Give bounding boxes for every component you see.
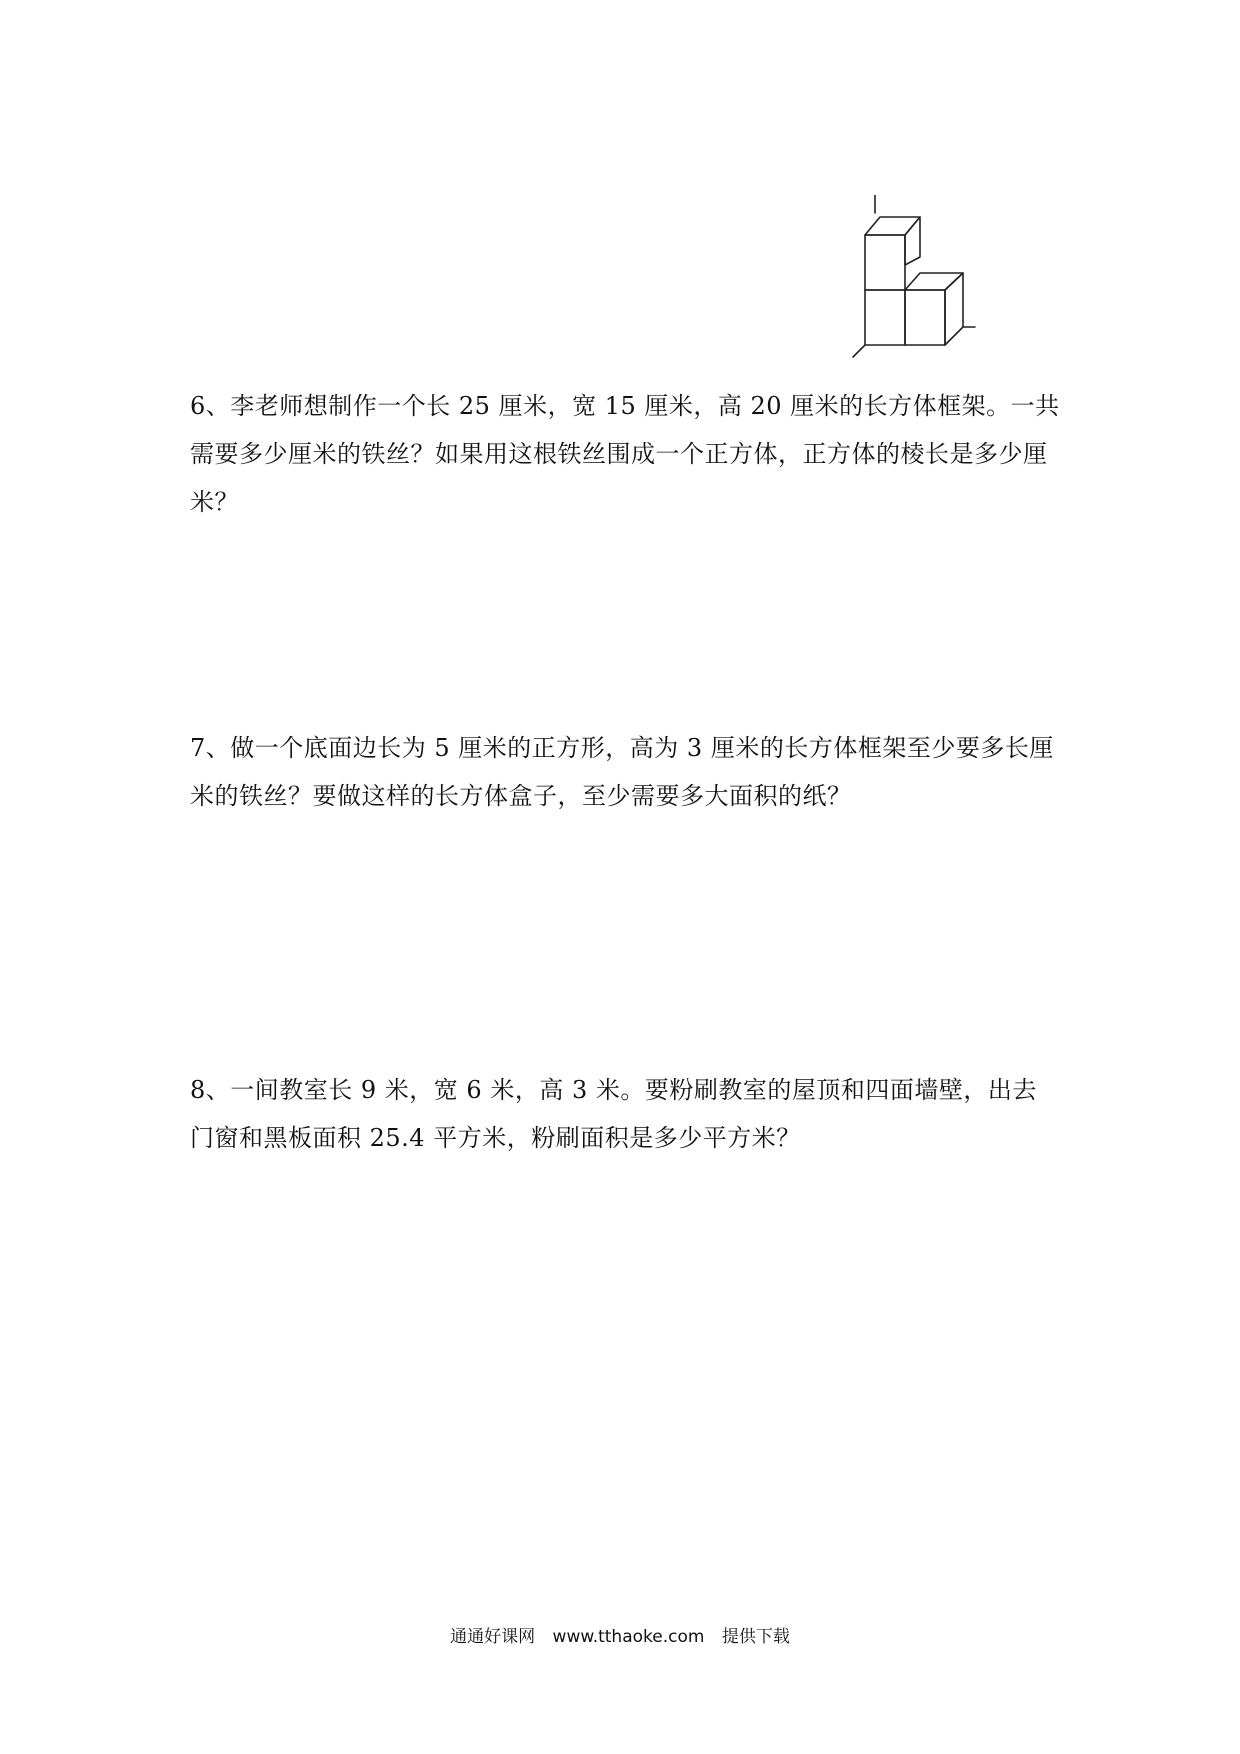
top-cube-side (905, 217, 920, 265)
bottom-right-cube-front (905, 290, 945, 345)
question-8: 8、一间教室长 9 米，宽 6 米，高 3 米。要粉刷教室的屋顶和四面墙壁，出去门窗和黑板面积 25.4 平方米，粉刷面积是多少平方米？ (190, 1076, 1037, 1152)
stacked-cubes-figure (845, 195, 990, 370)
axis-line-bottom (853, 345, 865, 357)
footer-suffix: 提供下载 (721, 1627, 790, 1647)
footer (0, 1622, 1240, 1647)
bottom-right-cube-side (945, 273, 963, 345)
top-cube-front (865, 235, 905, 290)
footer-url: www.tthaoke.com (552, 1627, 705, 1647)
bottom-left-cube-front (865, 290, 905, 345)
question-7: 7、做一个底面边长为 5 厘米的正方形，高为 3 厘米的长方体框架至少要多长厘米的铁丝？要做这样的长方体盒子，至少需要多大面积的纸？ (190, 734, 1054, 810)
question-6: 6、李老师想制作一个长 25 厘米，宽 15 厘米，高 20 厘米的长方体框架。一共需要多少厘米的铁丝？如果用这根铁丝围成一个正方体，正方体的棱长是多少厘米？ (190, 392, 1060, 516)
footer-site-name: 通通好课网 (450, 1627, 536, 1647)
